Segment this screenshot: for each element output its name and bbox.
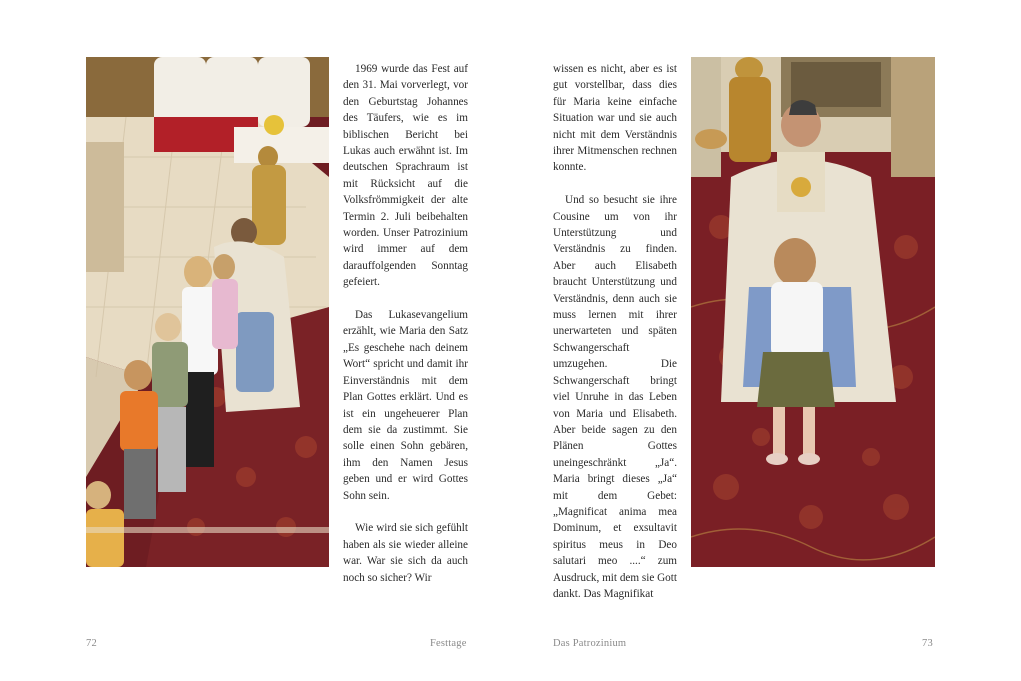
paragraph: wissen es nicht, aber es ist gut vorstellbar, dass dies für Maria keine einfache Situation war und sie auch nicht mit dem Verständnis ihrer Mitmenschen rechnen konnte. [553, 63, 677, 174]
running-head-right: Das Patrozinium [553, 638, 627, 649]
photo-priest-blessing-girl [691, 57, 935, 567]
page-number-left: 72 [86, 638, 97, 649]
paragraph: Und so besucht sie ihre Cousine um von ihr Unterstützung und Verständnis zu finden. Aber auch Elisabeth braucht Unterstützung und Verständnis, denn auch sie muss lernen mit ihrer unerwarteten und späten Schwangerschaft umzugehen. Die Schwangerschaft bringt viel Unruhe in das Leben von Maria und Elisabeth. Aber beide sagen zu den Plänen Gottes uneingeschränkt „Ja“. Maria bringt dieses „Ja“ mit dem Gebet: „Magnificat anima mea Dominum, et exsultavit spiritus meus in Deo salutari meo ....“ zum Ausdruck, mit dem sie Gott dankt. Das Magnifikat [553, 194, 677, 600]
paragraph: Das Lukasevangelium erzählt, wie Maria den Satz „Es geschehe nach deinem Wort“ spricht und damit ihr Einverständnis mit dem Plan Gottes erklärt. Und es ist ein ungeheuerer Plan dem sie da zustimmt. Sie solle einen Sohn gebären, ihm den Namen Jesus geben und er wird Gottes Sohn sein. [343, 309, 468, 502]
page-number-right: 73 [922, 638, 933, 649]
photo-procession-children [86, 57, 329, 567]
left-text-column [343, 61, 468, 602]
right-text-column [553, 61, 677, 619]
paragraph: 1969 wurde das Fest auf den 31. Mai vorverlegt, vor den Geburtstag Johannes des Täufers, wie es im biblischen Bericht bei Lukas auch erwähnt ist. Im deutschen Sprachraum ist mit Rücksicht auf die Volksfrömmigkeit der alte Termin 2. Juli beibehalten worden. Unser Patrozinium wird immer auf dem darauffolgenden Sonntag gefeiert. [343, 63, 468, 289]
running-head-left: Festtage [430, 638, 467, 649]
paragraph: Wie wird sie sich gefühlt haben als sie wieder alleine war. War sie sich da auch noch so sicher? Wir [343, 522, 468, 584]
